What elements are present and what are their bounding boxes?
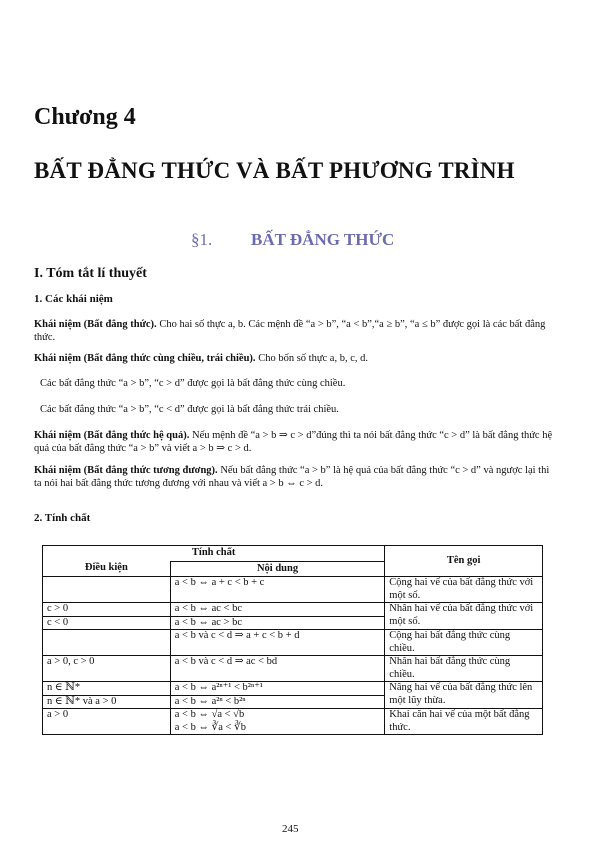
cell-content: a < b ⇔ a + c < b + c [170, 577, 385, 603]
cell-condition: a > 0, c > 0 [43, 656, 171, 682]
cell-content: a < b ⇔ ac > bc [170, 616, 385, 630]
cell-condition: a > 0 [43, 709, 171, 735]
definition-term: Khái niệm (Bất đẳng thức). [34, 319, 157, 330]
table-row [43, 656, 543, 682]
cell-content: a < b ⇔ a²ⁿ⁺¹ < b²ⁿ⁺¹ [170, 682, 385, 696]
cell-condition: n ∈ ℕ* [43, 682, 171, 696]
cell-content: a < b ⇔ a²ⁿ < b²ⁿ [170, 695, 385, 709]
properties-table [42, 545, 543, 735]
cell-name: Nhân hai bất đẳng thức cùng chiều. [385, 656, 543, 682]
definition-equivalent [34, 464, 556, 490]
cell-content: a < b và c < d ⇒ a + c < b + d [170, 630, 385, 656]
definition-opposite-direction: Các bất đẳng thức “a > b”, “c < d” được gọi là bất đẳng thức trái chiều. [40, 404, 339, 415]
table-group-header: Tính chất [43, 546, 385, 562]
table-col-content: Nội dung [170, 561, 385, 577]
cell-condition [43, 577, 171, 603]
definition-text: Cho bốn số thực a, b, c, d. [255, 353, 368, 364]
cell-condition [43, 630, 171, 656]
cell-name: Nhân hai vế của bất đẳng thức với một số. [385, 603, 543, 630]
cell-condition: c < 0 [43, 616, 171, 630]
table-row [43, 709, 543, 735]
cell-content: a < b và c < d ⇒ ac < bd [170, 656, 385, 682]
table-row [43, 603, 543, 617]
cell-condition: c > 0 [43, 603, 171, 617]
table-col-name: Tên gọi [385, 546, 543, 577]
chapter-title: BẤT ĐẲNG THỨC VÀ BẤT PHƯƠNG TRÌNH [34, 158, 515, 183]
definition-term: Khái niệm (Bất đẳng thức cùng chiều, trái chiều). [34, 353, 256, 364]
section-number: §1. [191, 230, 213, 249]
cell-name: Cộng hai bất đẳng thức cùng chiều. [385, 630, 543, 656]
cell-name: Khai căn hai vế của một bất đẳng thức. [385, 709, 543, 735]
definition-text: Nếu mệnh đề “a > b ⇒ c > d”đúng thì ta nói bất đẳng thức “c > d” là bất đẳng thức hệ quả của bất đẳng thức “a > b” và viết a > b ⇒ c > d. [34, 430, 553, 454]
subsection-concepts: 1. Các khái niệm [34, 293, 113, 305]
table-row [43, 682, 543, 696]
definition-same-direction: Các bất đẳng thức “a > b”, “c > d” được gọi là bất đẳng thức cùng chiều. [40, 378, 346, 389]
cell-condition: n ∈ ℕ* và a > 0 [43, 695, 171, 709]
chapter-label: Chương 4 [34, 104, 136, 130]
cell-content [170, 709, 385, 735]
definition-text: Nếu bất đẳng thức “a > b” là hệ quả của bất đẳng thức “c > d” và ngược lại thì ta nói hai bất đẳng thức tương đương với nhau và viết a > b ⇔ c > d. [34, 465, 550, 489]
definition-same-opposite [34, 352, 556, 365]
definition-inequality [34, 318, 556, 344]
section-title-text: BẤT ĐẲNG THỨC [251, 230, 395, 249]
page-number: 245 [282, 823, 299, 835]
definition-term: Khái niệm (Bất đẳng thức hệ quả). [34, 430, 190, 441]
table-header-row [43, 546, 543, 562]
part-heading: I. Tóm tắt lí thuyết [34, 266, 147, 281]
subsection-properties: 2. Tính chất [34, 512, 91, 524]
cell-name: Nâng hai vế của bất đẳng thức lên một lũy thừa. [385, 682, 543, 709]
content-line: a < b ⇔ √a < √b [174, 709, 245, 720]
cell-name: Cộng hai vế của bất đẳng thức với một số. [385, 577, 543, 603]
cell-content: a < b ⇔ ac < bc [170, 603, 385, 617]
table-row [43, 577, 543, 603]
content-line: a < b ⇔ ∛a < ∛b [174, 721, 247, 733]
table-col-condition: Điều kiện [43, 561, 171, 577]
table-row [43, 630, 543, 656]
section-heading [191, 230, 394, 250]
definition-term: Khái niệm (Bất đẳng thức tương đương). [34, 465, 218, 476]
definition-text: Cho hai số thực a, b. Các mệnh đề “a > b”, “a < b”,“a ≥ b”, “a ≤ b” được gọi là các bất đẳng thức. [34, 319, 546, 343]
definition-consequence [34, 429, 556, 455]
